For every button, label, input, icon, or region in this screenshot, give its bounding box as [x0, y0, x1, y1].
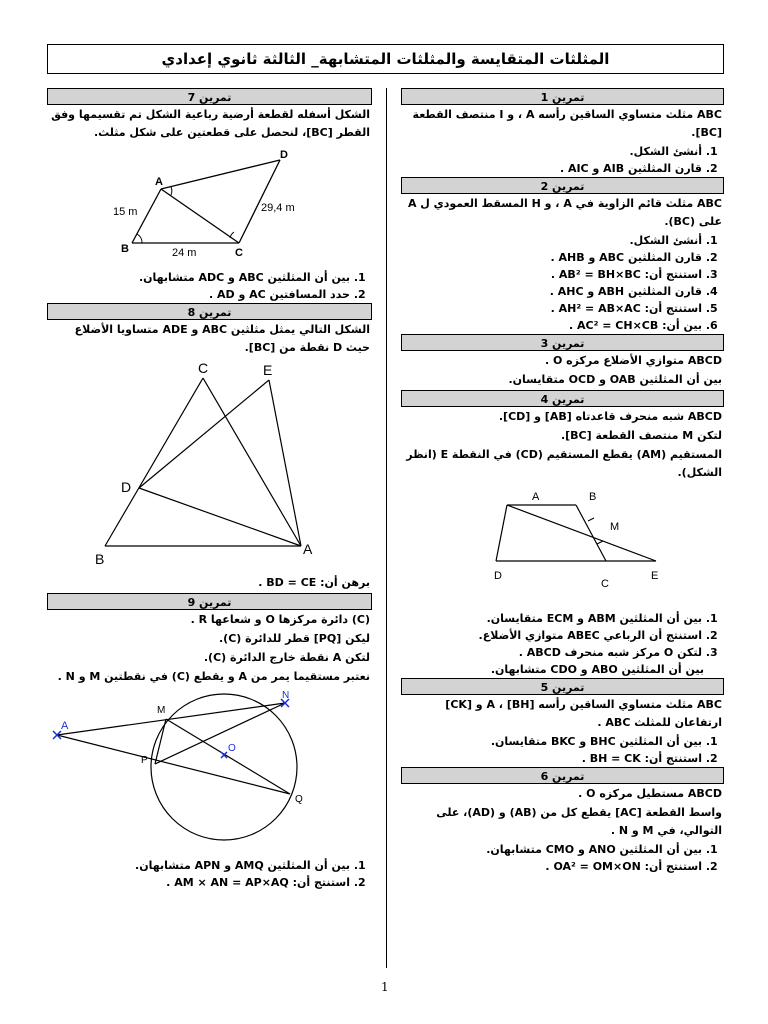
- label-e: E: [651, 570, 659, 582]
- label-b: B: [589, 491, 597, 503]
- exercise-4-statement: ABCD شبه منحرف قاعدتاه [AB] و [CD].: [498, 410, 722, 423]
- label-bc: 24 m: [172, 247, 197, 259]
- exercise-9-header: تمرين 9: [47, 593, 372, 610]
- label-c: C: [198, 360, 209, 376]
- exercise-1-statement: ABC مثلث متساوي الساقين رأسه A ، و I منتصف القطعة [BC].: [412, 108, 722, 139]
- exercise-9-line3: لتكن A نقطة خارج الدائرة (C).: [203, 651, 370, 664]
- label-a: A: [61, 720, 69, 732]
- circle-figure: [47, 687, 372, 857]
- exercise-6-line2: واسط القطعة [AC] يقطع كل من (AB) و (AD)، على التوالي، في M و N .: [436, 806, 722, 837]
- exercise-2-q5: 5. استنتج أن: AH² = AB×AC .: [401, 300, 702, 317]
- exercise-1-q1: 1. أنشئ الشكل.: [401, 143, 702, 160]
- exercise-6-q2: 2. استنتج أن: OA² = OM×ON .: [401, 858, 702, 875]
- label-c: C: [235, 247, 243, 259]
- label-b: B: [121, 243, 129, 255]
- equilateral-triangles-figure: [47, 358, 372, 573]
- exercise-5-q2: 2. استنتج أن: BH = CK .: [401, 750, 702, 767]
- exercise-1-header: تمرين 1: [401, 88, 724, 105]
- exercise-9-line4: نعتبر مستقيما يمر من A و يقطع (C) في نقطتين M و N .: [57, 670, 370, 683]
- label-c: C: [601, 578, 609, 588]
- label-q: Q: [295, 794, 303, 805]
- page-title: المثلثات المتقايسة والمثلثات المتشابهة_ الثالثة ثانوي إعدادي: [47, 44, 724, 74]
- exercise-2-header: تمرين 2: [401, 177, 724, 194]
- label-m: M: [610, 521, 620, 533]
- exercise-3-statement: ABCD متوازي الأضلاع مركزه O .: [544, 354, 722, 367]
- exercise-3-header: تمرين 3: [401, 334, 724, 351]
- quadrilateral-figure: [47, 143, 372, 263]
- label-o: O: [228, 743, 236, 754]
- label-e: E: [263, 362, 273, 378]
- page-number: 1: [381, 980, 389, 994]
- label-a: A: [303, 541, 313, 557]
- exercise-4-line2: لتكن M منتصف القطعة [BC].: [560, 429, 722, 442]
- exercise-2-q3: 3. استنتج أن: AB² = BH×BC .: [401, 266, 702, 283]
- exercise-8-statement: الشكل التالي يمثل مثلثين ABC و ADE متساويا الأضلاع حيث D نقطة من [BC].: [74, 323, 370, 354]
- label-n: N: [282, 690, 290, 701]
- exercise-7-statement: الشكل أسفله لقطعة أرضية رباعية الشكل تم تقسيمها وفق القطر [BC]، لنحصل على قطعتين على شكل مثلث.: [51, 108, 370, 139]
- label-ab: 15 m: [113, 206, 138, 218]
- label-p: P: [141, 755, 148, 766]
- column-divider: [386, 88, 387, 968]
- exercise-2-q6: 6. بين أن: AC² = CH×CB .: [401, 317, 702, 334]
- exercise-4-q3: 3. لتكن O مركز شبه منحرف ABCD .: [401, 644, 702, 661]
- exercise-4-q2: 2. استنتج أن الرباعي ABEC متوازي الأضلاع.: [401, 627, 702, 644]
- label-cd: 29,4 m: [261, 202, 295, 214]
- label-b: B: [95, 551, 105, 567]
- exercise-2-statement: ABC مثلث قائم الزاوية في A ، و H المسقط العمودي ل A على (BC).: [407, 197, 722, 228]
- label-d: D: [121, 479, 132, 495]
- label-d: D: [280, 149, 288, 161]
- exercise-4-q3b: بين أن المثلثين ABO و CDO متشابهان.: [490, 663, 704, 676]
- exercise-7-q1: 1. بين أن المثلثين ABC و ADC متشابهان.: [47, 269, 350, 286]
- exercise-7-q2: 2. حدد المسافتين AC و AD .: [47, 286, 350, 303]
- exercise-6-q1: 1. بين أن المثلثين ANO و CMO متشابهان.: [401, 841, 702, 858]
- exercise-8-header: تمرين 8: [47, 303, 372, 320]
- exercise-8-question: برهن أن: BD = CE .: [258, 576, 370, 589]
- exercise-4-header: تمرين 4: [401, 390, 724, 407]
- label-a: A: [155, 176, 163, 188]
- exercise-5-q1: 1. بين أن المثلثين BHC و BKC متقايسان.: [401, 733, 702, 750]
- exercise-4-line3: المستقيم (AM) يقطع المستقيم (CD) في النقطة E (انظر الشكل).: [406, 448, 722, 479]
- label-m: M: [157, 705, 166, 716]
- left-column: [47, 88, 372, 891]
- exercise-9-statement: (C) دائرة مركزها O و شعاعها R .: [190, 613, 370, 626]
- exercise-2-q4: 4. قارن المثلثين ABH و AHC .: [401, 283, 702, 300]
- exercise-5-statement: ABC مثلث متساوي الساقين رأسه A ، [BH] و [CK] ارتفاعان للمثلث ABC .: [445, 698, 722, 729]
- exercise-9-line2: ليكن [PQ] قطر للدائرة (C).: [218, 632, 370, 645]
- trapezoid-figure: [401, 483, 724, 588]
- exercise-5-header: تمرين 5: [401, 678, 724, 695]
- exercise-9-q2: 2. استنتج أن: AM × AN = AP×AQ .: [47, 874, 350, 891]
- exercise-3-line2: بين أن المثلثين OAB و OCD متقايسان.: [508, 373, 722, 386]
- label-d: D: [494, 570, 502, 582]
- exercise-2-q1: 1. أنشئ الشكل.: [401, 232, 702, 249]
- exercise-6-statement: ABCD مستطيل مركزه O .: [578, 787, 722, 800]
- exercise-9-q1: 1. بين أن المثلثين AMQ و APN متشابهان.: [47, 857, 350, 874]
- exercise-7-header: تمرين 7: [47, 88, 372, 105]
- exercise-1-q2: 2. قارن المثلثين AIB و AIC .: [401, 160, 702, 177]
- right-column: [401, 88, 724, 875]
- exercise-2-q2: 2. قارن المثلثين ABC و AHB .: [401, 249, 702, 266]
- exercise-4-q1: 1. بين أن المثلثين ABM و ECM متقايسان.: [401, 610, 702, 627]
- exercise-6-header: تمرين 6: [401, 767, 724, 784]
- label-a: A: [532, 491, 540, 503]
